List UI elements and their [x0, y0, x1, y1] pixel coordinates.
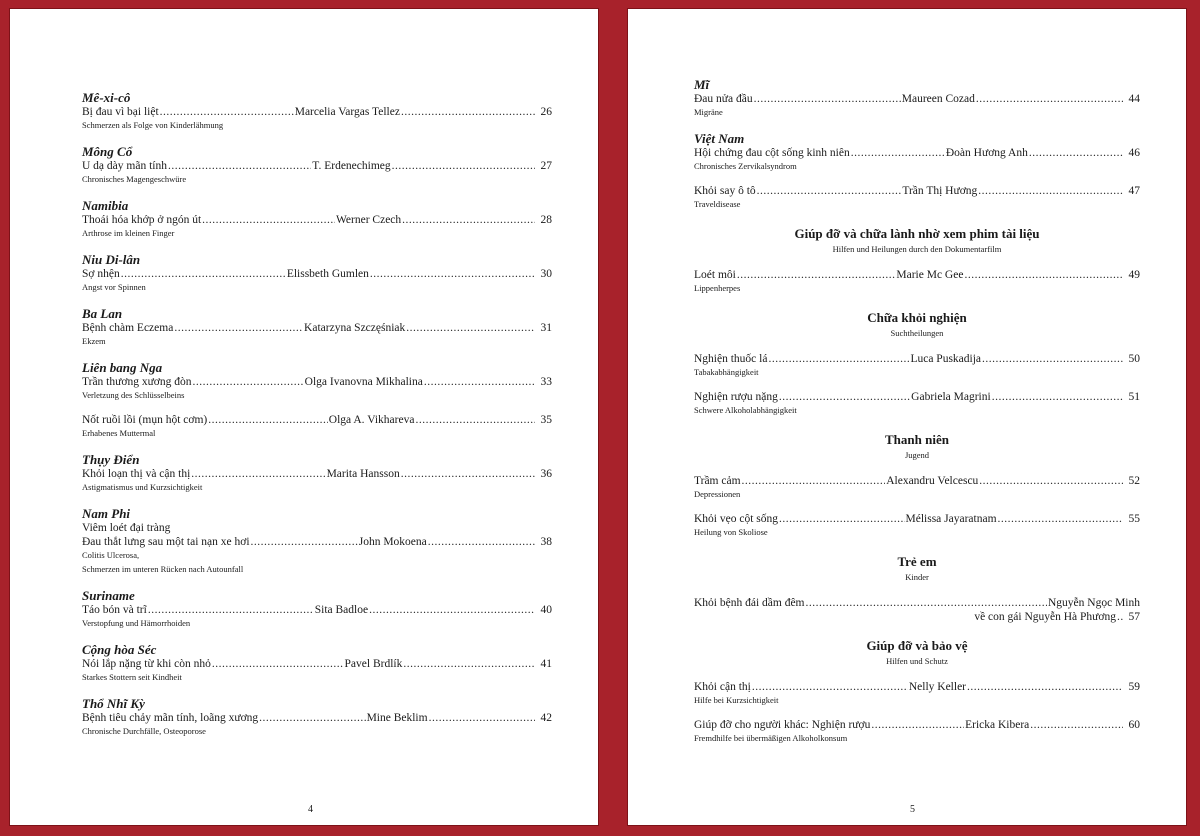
- section-subheading-german: Hilfen und Schutz: [886, 656, 948, 666]
- toc-entry: [694, 596, 1140, 624]
- entry-subtitle-german: Ekzem: [82, 336, 106, 346]
- entry-page: 47: [1128, 185, 1140, 197]
- toc-entry: [694, 390, 1140, 418]
- leader-dots: [168, 159, 311, 173]
- entry-author: Mélissa Jayaratnam: [905, 513, 997, 525]
- entry-subtitle-german: Erhabenes Muttermal: [82, 428, 156, 438]
- entry-title: Loét môi: [694, 269, 736, 281]
- entry-title: U dạ dày mãn tính: [82, 160, 167, 172]
- entry-title: Nghiện thuốc lá: [694, 353, 768, 365]
- entry-subtitle-german: Angst vor Spinnen: [82, 282, 146, 292]
- toc-entry: [694, 680, 1140, 718]
- leader-dots: [1029, 146, 1123, 160]
- topic-section: [694, 310, 1140, 418]
- entry-author: Mine Beklim: [366, 712, 428, 724]
- country-heading: Mĩ: [694, 77, 710, 92]
- entry-author-secondary: về con gái Nguyễn Hà Phương: [974, 611, 1116, 623]
- leader-dots: [742, 474, 886, 488]
- entry-title: Giúp đỡ cho người khác: Nghiện rượu: [694, 719, 871, 731]
- toc-line[interactable]: [694, 596, 1140, 610]
- entry-title: Đau thắt lưng sau một tai nạn xe hơi: [82, 536, 250, 548]
- section-heading: Chữa khỏi nghiện: [867, 310, 967, 325]
- entry-spacer: [694, 380, 1140, 390]
- leader-dots: [160, 105, 294, 119]
- toc-entry: [694, 352, 1140, 390]
- leader-dots: [401, 467, 535, 481]
- toc-line[interactable]: [82, 105, 552, 119]
- toc-line[interactable]: [82, 321, 552, 335]
- toc-entry: [694, 718, 1140, 746]
- entry-page: 60: [1128, 719, 1140, 731]
- country-section: [82, 90, 552, 133]
- entry-page: 46: [1128, 147, 1140, 159]
- section-heading: Trẻ em: [897, 554, 937, 569]
- section-subheading-german: Jugend: [904, 450, 930, 460]
- toc-line[interactable]: [694, 474, 1140, 488]
- entry-page: 41: [540, 658, 552, 670]
- entry-title: Hội chứng đau cột sống kinh niên: [694, 147, 850, 159]
- entry-subtitle-german: Lippenherpes: [694, 283, 741, 293]
- entry-title: Thoái hóa khớp ở ngón út: [82, 214, 202, 226]
- left-page: [10, 9, 598, 825]
- country-section: [694, 77, 1140, 120]
- entry-author: Ericka Kibera: [965, 719, 1030, 731]
- section-subheading-german: Suchtheilungen: [890, 328, 944, 338]
- country-section: [82, 642, 552, 685]
- country-heading: Suriname: [82, 588, 135, 603]
- leader-dots: [148, 603, 314, 617]
- toc-line[interactable]: [694, 390, 1140, 404]
- leader-dots: [998, 512, 1123, 526]
- toc-line[interactable]: [82, 213, 552, 227]
- toc-line[interactable]: [694, 352, 1140, 366]
- country-section: [82, 452, 552, 495]
- toc-line[interactable]: [82, 413, 552, 427]
- right-page: [628, 9, 1186, 825]
- entry-subtitle-german: Tabakabhängigkeit: [694, 367, 759, 377]
- entry-page: 57: [1128, 611, 1140, 623]
- topic-section: [694, 432, 1140, 540]
- toc-entry: [82, 321, 552, 349]
- entry-author: Werner Czech: [336, 214, 402, 226]
- leader-dots: [212, 657, 344, 671]
- leader-dots: [406, 321, 535, 335]
- toc-entry: [694, 92, 1140, 120]
- leader-dots: [768, 352, 909, 366]
- entry-page: 50: [1128, 353, 1140, 365]
- entry-author: Olga Ivanovna Mikhalina: [304, 376, 423, 388]
- leader-dots: [1030, 718, 1123, 732]
- leader-dots: [976, 92, 1123, 106]
- entry-title: Khỏi vẹo cột sống: [694, 513, 779, 525]
- entry-title-extra: Viêm loét đại tràng: [82, 522, 171, 534]
- entry-title: Bệnh chàm Eczema: [82, 322, 174, 334]
- toc-entry: [82, 535, 552, 577]
- leader-dots: [967, 680, 1123, 694]
- entry-subtitle-german: Astigmatismus und Kurzsichtigkeit: [82, 482, 203, 492]
- entry-page: 27: [540, 160, 552, 172]
- toc-entry: [82, 213, 552, 241]
- leader-dots: [121, 267, 286, 281]
- toc-line[interactable]: [694, 680, 1140, 694]
- entry-author: T. Erdenechimeg: [312, 160, 391, 172]
- entry-subtitle-german: Colitis Ulcerosa,: [82, 550, 140, 560]
- entry-title: Bệnh tiêu chảy mãn tính, loãng xương: [82, 712, 259, 724]
- toc-entry: [82, 159, 552, 187]
- entry-page: 35: [540, 414, 552, 426]
- country-section: [82, 306, 552, 349]
- country-section: [82, 252, 552, 295]
- toc-line[interactable]: [82, 657, 552, 671]
- toc-entry: [82, 467, 552, 495]
- leader-dots: [402, 213, 535, 227]
- entry-title: Nghiện rượu nặng: [694, 391, 778, 403]
- country-section: [82, 360, 552, 441]
- entry-page: 55: [1128, 513, 1140, 525]
- entry-page: 33: [540, 376, 552, 388]
- toc-line[interactable]: [694, 718, 1140, 732]
- entry-page: 49: [1128, 269, 1140, 281]
- leader-dots: [779, 390, 910, 404]
- entry-author: Marie Mc Gee: [896, 269, 964, 281]
- entry-title: Khỏi loạn thị và cận thị: [82, 468, 191, 480]
- entry-author: Luca Puskadija: [910, 353, 982, 365]
- toc-line[interactable]: [82, 603, 552, 617]
- entry-author: Katarzyna Szczęśniak: [304, 322, 406, 334]
- country-heading: Mông Cổ: [82, 144, 133, 159]
- topic-section: [694, 638, 1140, 746]
- leader-dots: [193, 375, 304, 389]
- entry-page: 59: [1128, 681, 1140, 693]
- entry-subtitle-german: Depressionen: [694, 489, 741, 499]
- left-toc-column: [82, 79, 552, 739]
- leader-dots: [208, 413, 328, 427]
- toc-entry: [82, 711, 552, 739]
- entry-page: 31: [540, 322, 552, 334]
- leader-dots: [392, 159, 535, 173]
- leader-dots: [737, 268, 896, 282]
- country-section: [82, 696, 552, 739]
- leader-dots: [982, 352, 1123, 366]
- page-number: 5: [910, 804, 915, 815]
- country-heading: Mê-xi-cô: [82, 90, 131, 105]
- entry-author: Nelly Keller: [908, 681, 967, 693]
- leader-dots: [429, 711, 535, 725]
- section-heading: Thanh niên: [885, 432, 949, 447]
- leader-dots: [369, 603, 535, 617]
- topic-section: [694, 554, 1140, 624]
- leader-dots: [979, 474, 1123, 488]
- toc-line[interactable]: [694, 146, 1140, 160]
- entry-subtitle-german: Heilung von Skoliose: [694, 527, 768, 537]
- entry-title: Trầm cảm: [694, 475, 741, 487]
- leader-dots: [871, 718, 964, 732]
- toc-entry: [82, 375, 552, 413]
- leader-dots: [779, 512, 904, 526]
- country-section: [82, 144, 552, 187]
- section-subheading-german: Kinder: [905, 572, 929, 582]
- section-heading: Giúp đỡ và bảo vệ: [866, 638, 968, 653]
- country-heading: Việt Nam: [694, 131, 745, 146]
- entry-subtitle-german: Verletzung des Schlüsselbeins: [82, 390, 185, 400]
- entry-subtitle-german: Schmerzen als Folge von Kinderlähmung: [82, 120, 224, 130]
- entry-author: Marcelia Vargas Tellez: [294, 106, 400, 118]
- toc-entry: [694, 146, 1140, 184]
- entry-title: Khỏi say ô tô: [694, 185, 756, 197]
- country-section: [82, 198, 552, 241]
- leader-dots: [964, 268, 1123, 282]
- toc-entry: [82, 267, 552, 295]
- entry-subtitle-german: Verstopfung und Hämorrhoiden: [82, 618, 191, 628]
- page-number: 4: [308, 804, 313, 815]
- entry-page: 40: [540, 604, 552, 616]
- country-heading: Namibia: [82, 198, 129, 213]
- leader-dots: [978, 184, 1123, 198]
- toc-line-continued: [694, 610, 1140, 624]
- leader-dots: [428, 535, 535, 549]
- entry-title: Nói lắp nặng từ khi còn nhỏ: [82, 658, 211, 670]
- country-heading: Cộng hòa Séc: [82, 642, 157, 657]
- toc-entry: [82, 413, 552, 441]
- entry-author: Gabriela Magrini: [911, 391, 991, 403]
- entry-author: Trần Thị Hương: [902, 185, 978, 197]
- toc-entry: [694, 474, 1140, 512]
- country-heading: Nam Phi: [82, 506, 131, 521]
- topic-section: [694, 226, 1140, 296]
- toc-line[interactable]: [694, 184, 1140, 198]
- leader-dots: [424, 375, 535, 389]
- leader-dots: [1117, 610, 1123, 624]
- entry-page: 42: [540, 712, 552, 724]
- entry-title: Sợ nhện: [82, 268, 120, 280]
- toc-line[interactable]: [82, 375, 552, 389]
- toc-line[interactable]: [82, 267, 552, 281]
- leader-dots: [191, 467, 325, 481]
- entry-subtitle-german: Schmerzen im unteren Rücken nach Autounfall: [82, 564, 244, 574]
- leader-dots: [752, 680, 908, 694]
- entry-author: Olga A. Vikhareva: [328, 414, 415, 426]
- right-toc-column: [694, 77, 1140, 746]
- entry-subtitle-german: Chronische Durchfälle, Osteoporose: [82, 726, 206, 736]
- entry-author: Maureen Cozad: [901, 93, 975, 105]
- leader-dots: [403, 657, 535, 671]
- entry-author: Sita Badloe: [314, 604, 369, 616]
- toc-entry: [694, 512, 1140, 540]
- toc-entry: [694, 184, 1140, 212]
- country-section: [82, 588, 552, 631]
- leader-dots: [754, 92, 901, 106]
- country-section: [82, 506, 552, 577]
- entry-author: Elissbeth Gumlen: [286, 268, 369, 280]
- entry-page: 52: [1128, 475, 1140, 487]
- entry-title: Khỏi cận thị: [694, 681, 751, 693]
- entry-page: 36: [540, 468, 552, 480]
- entry-page: 44: [1128, 93, 1140, 105]
- entry-subtitle-german: Arthrose im kleinen Finger: [82, 228, 175, 238]
- entry-page: 28: [540, 214, 552, 226]
- entry-subtitle-german: Traveldisease: [694, 199, 741, 209]
- entry-page: 30: [540, 268, 552, 280]
- leader-dots: [401, 105, 535, 119]
- leader-dots: [202, 213, 335, 227]
- entry-author: Nguyễn Ngọc Minh: [1048, 597, 1140, 609]
- entry-author: Đoàn Hương Anh: [945, 147, 1028, 159]
- leader-dots: [174, 321, 303, 335]
- entry-title: Đau nửa đầu: [694, 93, 753, 105]
- toc-entry: [82, 105, 552, 133]
- entry-author: Marita Hansson: [326, 468, 400, 480]
- leader-dots: [806, 596, 1047, 610]
- entry-spacer: [694, 174, 1140, 184]
- country-section: [694, 131, 1140, 212]
- toc-line[interactable]: [82, 535, 552, 549]
- entry-title: Bị đau vì bại liệt: [82, 106, 159, 118]
- section-heading: Giúp đỡ và chữa lành nhờ xem phim tài liệu: [794, 226, 1040, 241]
- country-heading: Ba Lan: [82, 306, 123, 321]
- country-heading: Thổ Nhĩ Kỳ: [82, 696, 145, 711]
- toc-line[interactable]: [82, 711, 552, 725]
- leader-dots: [851, 146, 945, 160]
- leader-dots: [415, 413, 535, 427]
- toc-entry: [82, 603, 552, 631]
- entry-title: Nốt ruồi lồi (mụn hột cơm): [82, 414, 208, 426]
- country-heading: Liên bang Nga: [82, 360, 163, 375]
- entry-subtitle-german: Hilfe bei Kurzsichtigkeit: [694, 695, 779, 705]
- entry-spacer: [694, 708, 1140, 718]
- toc-line[interactable]: [694, 268, 1140, 282]
- leader-dots: [992, 390, 1123, 404]
- toc-line[interactable]: [694, 92, 1140, 106]
- leader-dots: [757, 184, 902, 198]
- entry-title: Khỏi bệnh đái dầm đêm: [694, 597, 805, 609]
- entry-author: John Mokoena: [358, 536, 427, 548]
- entry-author: Pavel Brdlík: [344, 658, 403, 670]
- entry-spacer: [82, 403, 552, 413]
- toc-line[interactable]: [82, 159, 552, 173]
- entry-page: 38: [540, 536, 552, 548]
- entry-subtitle-german: Chronisches Magengeschwüre: [82, 174, 187, 184]
- toc-entry: [82, 657, 552, 685]
- section-subheading-german: Hilfen und Heilungen durch den Dokumentarfilm: [832, 244, 1002, 254]
- entry-title: Trần thương xương đòn: [82, 376, 192, 388]
- entry-title: Táo bón và trĩ: [82, 604, 147, 616]
- country-heading: Niu Di-lân: [82, 252, 141, 267]
- entry-subtitle-german: Migräne: [694, 107, 723, 117]
- entry-spacer: [694, 502, 1140, 512]
- entry-subtitle-german: Starkes Stottern seit Kindheit: [82, 672, 182, 682]
- toc-entry: [694, 268, 1140, 296]
- entry-author: Alexandru Velcescu: [886, 475, 979, 487]
- entry-subtitle-german: Fremdhilfe bei übermäßigen Alkoholkonsum: [694, 733, 848, 743]
- leader-dots: [251, 535, 358, 549]
- country-heading: Thụy Điển: [82, 452, 140, 467]
- toc-line[interactable]: [82, 467, 552, 481]
- entry-page: 51: [1128, 391, 1140, 403]
- leader-dots: [259, 711, 365, 725]
- leader-dots: [370, 267, 535, 281]
- entry-subtitle-german: Chronisches Zervikalsyndrom: [694, 161, 797, 171]
- entry-subtitle-german: Schwere Alkoholabhängigkeit: [694, 405, 797, 415]
- toc-line[interactable]: [694, 512, 1140, 526]
- entry-page: 26: [540, 106, 552, 118]
